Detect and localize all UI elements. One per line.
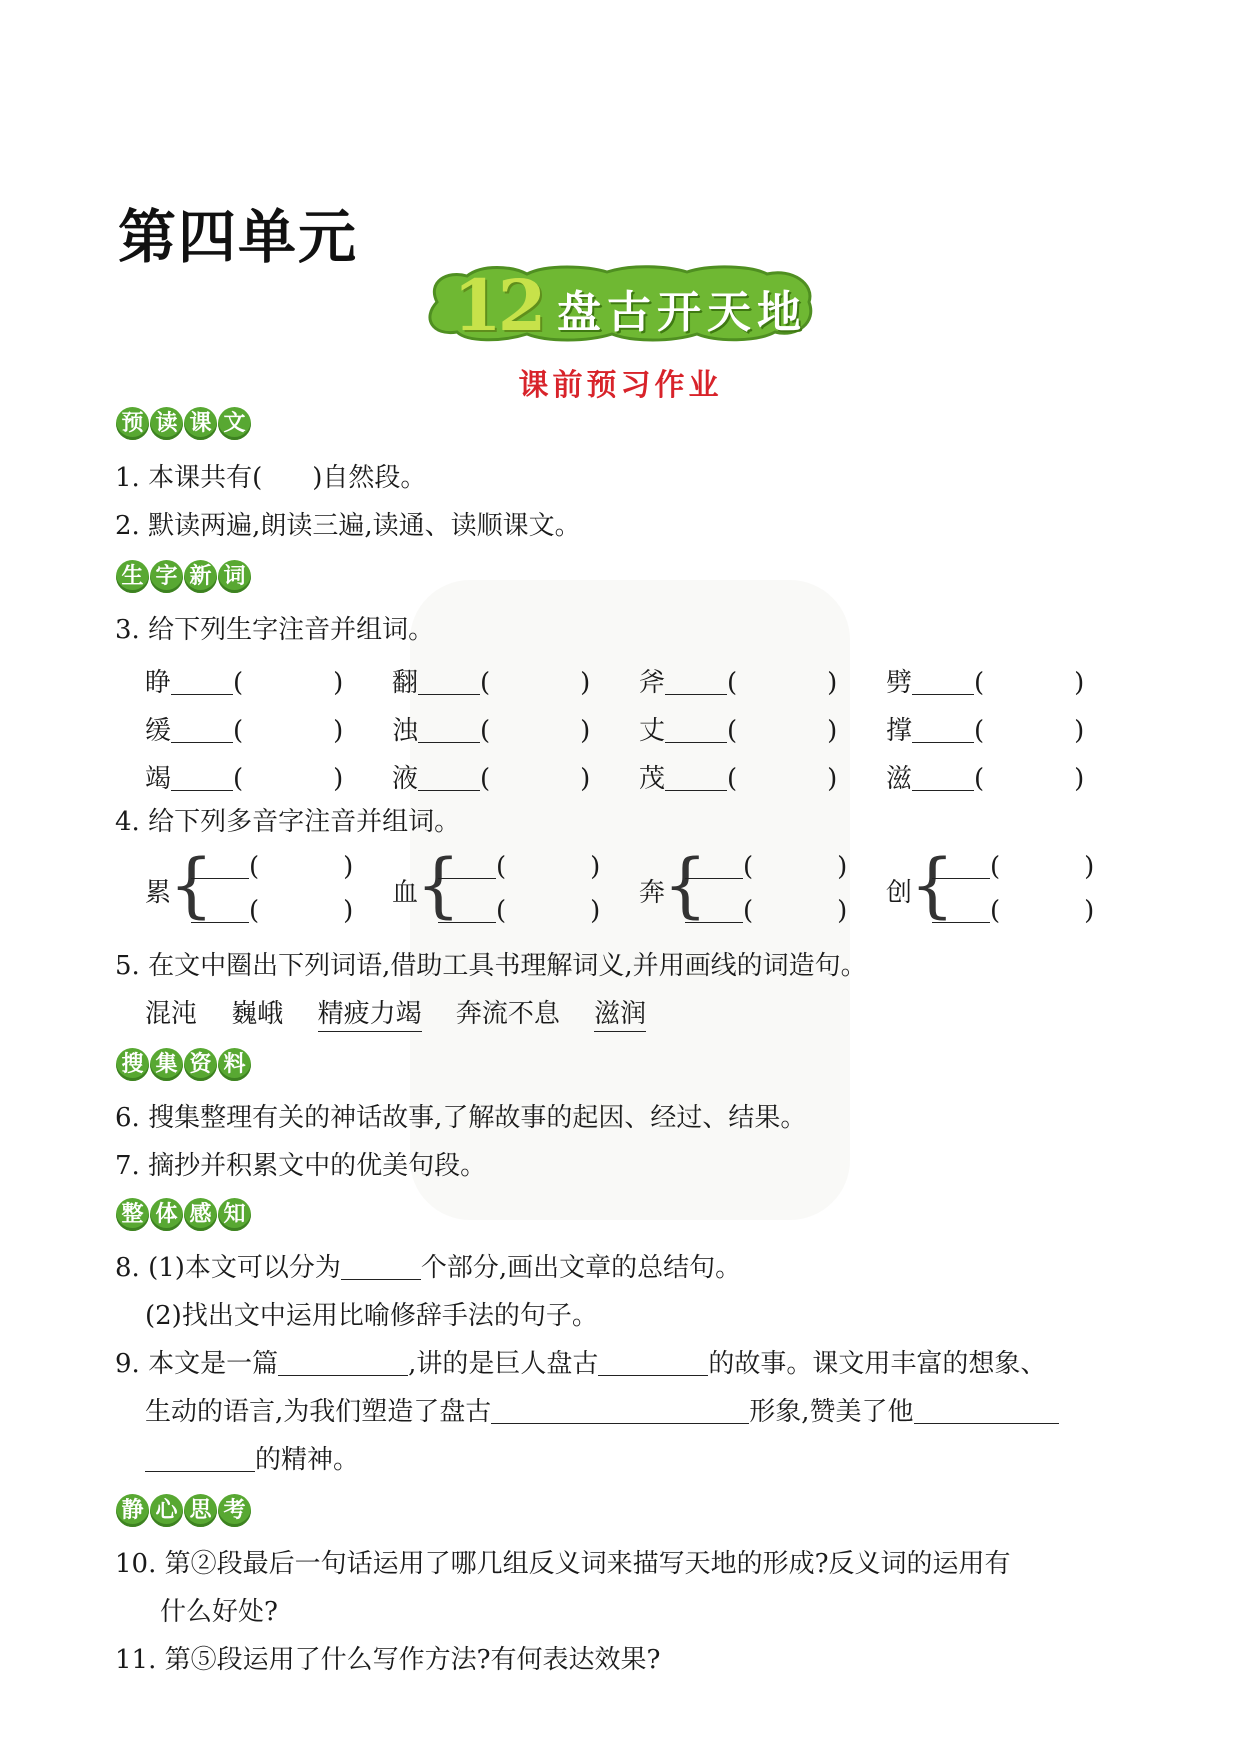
brace-icon: {	[910, 844, 955, 926]
word-blank[interactable]	[171, 716, 233, 743]
question-9: 9. 本文是一篇 ,讲的是巨人盘古 的故事。课文用丰富的想象、	[115, 1349, 1047, 1379]
word-blank[interactable]	[912, 764, 974, 791]
char-item: 缓 ( )	[145, 716, 344, 746]
word-blank[interactable]	[685, 852, 743, 879]
section-char: 知	[218, 1198, 251, 1231]
word-blank[interactable]	[932, 852, 990, 879]
word-blank[interactable]	[418, 668, 480, 695]
section-header-new-words	[116, 560, 251, 596]
page-subtitle: 课前预习作业	[518, 368, 723, 403]
word-blank[interactable]	[418, 716, 480, 743]
answer-blank[interactable]	[914, 1397, 1059, 1424]
char-item: 浊 ( )	[392, 716, 591, 746]
word-item-underlined: 精疲力竭	[318, 999, 422, 1032]
char-item: 翻 ( )	[392, 668, 591, 698]
question-9-line-2: 生动的语言,为我们塑造了盘古 形象,赞美了他	[145, 1396, 1059, 1428]
word-blank[interactable]	[912, 668, 974, 695]
question-3: 3. 给下列生字注音并组词。	[115, 615, 435, 645]
word-blank[interactable]	[665, 764, 727, 791]
polyphone-item: 创 { ( ) ( )	[886, 844, 1095, 926]
question-1: 1. 本课共有( )自然段。	[115, 463, 427, 493]
polyphone-item: 累 { ( ) ( )	[145, 844, 354, 926]
section-header-preview	[116, 407, 251, 443]
word-blank[interactable]	[932, 896, 990, 923]
char-item: 丈 ( )	[639, 716, 838, 746]
unit-title: 第四单元	[118, 203, 359, 271]
section-char: 搜	[116, 1048, 149, 1081]
word-item-underlined: 滋润	[594, 999, 646, 1032]
question-11: 11. 第⑤段运用了什么写作方法?有何表达效果?	[115, 1645, 661, 1675]
section-char: 料	[218, 1048, 251, 1081]
word-blank[interactable]	[171, 764, 233, 791]
question-2: 2. 默读两遍,朗读三遍,读通、读顺课文。	[115, 511, 581, 541]
word-item: 奔流不息	[455, 999, 560, 1029]
word-blank[interactable]	[912, 716, 974, 743]
section-char: 思	[184, 1494, 217, 1527]
section-char: 资	[184, 1048, 217, 1081]
section-char: 词	[218, 560, 251, 593]
char-item: 撑 ( )	[886, 716, 1085, 746]
section-header-think	[116, 1494, 251, 1530]
word-blank[interactable]	[191, 896, 249, 923]
char-item: 竭 ( )	[145, 764, 344, 794]
word-item: 混沌	[145, 999, 198, 1029]
section-char: 整	[116, 1198, 149, 1231]
question-10-line-2: 什么好处?	[160, 1597, 278, 1627]
brace-icon: {	[416, 844, 461, 926]
word-item: 巍峨	[231, 999, 284, 1029]
brace-icon: {	[169, 844, 214, 926]
char-item: 斧 ( )	[639, 668, 838, 698]
section-char: 考	[218, 1494, 251, 1527]
char-item: 劈 ( )	[886, 668, 1085, 698]
section-char: 读	[150, 407, 183, 440]
word-blank[interactable]	[438, 896, 496, 923]
section-header-collect	[116, 1048, 251, 1084]
char-item: 液 ( )	[392, 764, 591, 794]
word-blank[interactable]	[171, 668, 233, 695]
word-blank[interactable]	[438, 852, 496, 879]
brace-icon: {	[663, 844, 708, 926]
section-char: 体	[150, 1198, 183, 1231]
lesson-banner	[417, 262, 820, 347]
section-header-overview	[116, 1198, 251, 1234]
answer-blank[interactable]	[598, 1349, 708, 1376]
question-6: 6. 搜集整理有关的神话故事,了解故事的起因、经过、结果。	[115, 1103, 807, 1133]
word-blank[interactable]	[191, 852, 249, 879]
polyphone-item: 奔 { ( ) ( )	[639, 844, 848, 926]
word-blank[interactable]	[418, 764, 480, 791]
question-8-part-2: (2)找出文中运用比喻修辞手法的句子。	[145, 1301, 598, 1331]
section-char: 课	[184, 407, 217, 440]
section-char: 新	[184, 560, 217, 593]
section-char: 静	[116, 1494, 149, 1527]
word-list	[145, 998, 646, 1030]
answer-blank[interactable]	[278, 1349, 408, 1376]
lesson-number: 12	[453, 264, 543, 347]
word-blank[interactable]	[665, 668, 727, 695]
question-7: 7. 摘抄并积累文中的优美句段。	[115, 1151, 487, 1181]
section-char: 文	[218, 407, 251, 440]
question-5: 5. 在文中圈出下列词语,借助工具书理解词义,并用画线的词造句。	[115, 951, 867, 981]
section-char: 感	[184, 1198, 217, 1231]
section-char: 集	[150, 1048, 183, 1081]
section-char: 生	[116, 560, 149, 593]
question-9-line-3: 的精神。	[145, 1444, 359, 1476]
char-item: 茂 ( )	[639, 764, 838, 794]
section-char: 心	[150, 1494, 183, 1527]
section-char: 预	[116, 407, 149, 440]
word-blank[interactable]	[665, 716, 727, 743]
word-blank[interactable]	[685, 896, 743, 923]
lesson-title: 盘古开天地	[557, 287, 807, 338]
answer-blank[interactable]	[491, 1397, 749, 1424]
question-10: 10. 第②段最后一句话运用了哪几组反义词来描写天地的形成?反义词的运用有	[115, 1549, 1011, 1579]
question-4: 4. 给下列多音字注音并组词。	[115, 807, 461, 837]
char-item: 滋 ( )	[886, 764, 1085, 794]
answer-blank[interactable]	[341, 1253, 421, 1280]
polyphone-item: 血 { ( ) ( )	[392, 844, 601, 926]
section-char: 字	[150, 560, 183, 593]
char-item: 睁 ( )	[145, 668, 344, 698]
question-8: 8. (1)本文可以分为 个部分,画出文章的总结句。	[115, 1253, 742, 1283]
answer-blank[interactable]	[145, 1445, 255, 1472]
